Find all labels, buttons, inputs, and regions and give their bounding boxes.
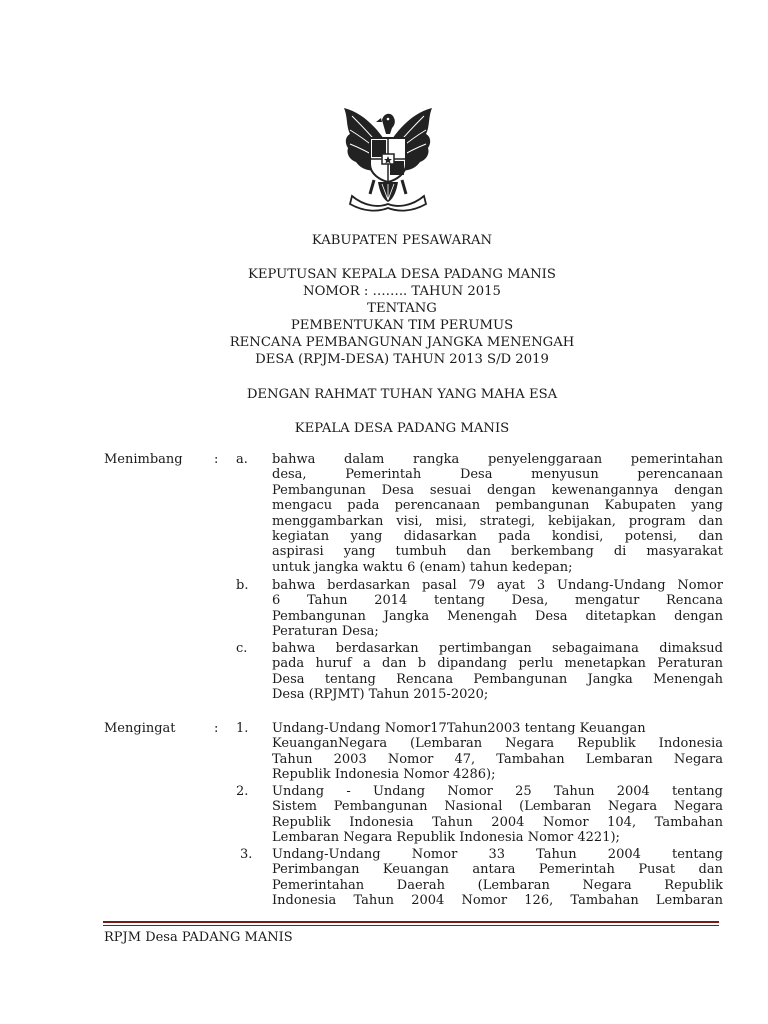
item-marker: 2. (236, 784, 249, 799)
menimbang-label: Menimbang (104, 452, 183, 467)
text-line: Perimbangan Keuangan antara Pemerintah Pusat dan (272, 862, 723, 878)
regency-title: KABUPATEN PESAWARAN (311, 233, 493, 248)
item-text (272, 721, 723, 783)
text-line: Undang-Undang Nomor 33 Tahun 2004 tentang (272, 847, 723, 862)
footer-text: RPJM Desa PADANG MANIS (104, 930, 293, 945)
item-marker: c. (236, 641, 248, 656)
decree-subject-line-1: PEMBENTUKAN TIM PERUMUS (290, 318, 514, 333)
text-line: desa, Pemerintah Desa menyusun perencanaan (272, 467, 723, 483)
item-text (272, 847, 723, 909)
text-line: Desa (RPJMT) Tahun 2015-2020; (272, 687, 489, 703)
text-line: untuk jangka waktu 6 (enam) tahun kedepan; (272, 559, 573, 575)
item-text (272, 578, 723, 640)
item-text (272, 784, 723, 846)
decree-number: NOMOR : …….. TAHUN 2015 (303, 284, 501, 299)
authority-line: KEPALA DESA PADANG MANIS (294, 421, 510, 436)
text-line: Pemerintahan Daerah (Lembaran Negara Republik (272, 877, 723, 893)
decree-subject-line-2: RENCANA PEMBANGUNAN JANGKA MENENGAH (229, 335, 575, 350)
text-line: Undang - Undang Nomor 25 Tahun 2004 tentang (272, 784, 723, 799)
text-line: Republik Indonesia Tahun 2004 Nomor 104, Tambahan (272, 814, 723, 830)
mengingat-colon: : (214, 721, 219, 736)
item-text (272, 641, 723, 703)
footer-rule-thin (103, 925, 719, 926)
text-line: Pembangunan Jangka Menengah Desa ditetapkan dengan (272, 608, 723, 624)
text-line: bahwa berdasarkan pasal 79 ayat 3 Undang-Undang Nomor (272, 578, 723, 593)
garuda-emblem-icon (334, 104, 442, 216)
menimbang-colon: : (214, 452, 219, 467)
item-marker: 3. (240, 847, 253, 862)
mengingat-label: Mengingat (104, 721, 176, 736)
text-line: Republik Indonesia Nomor 4286); (272, 767, 496, 783)
blessing-line: DENGAN RAHMAT TUHAN YANG MAHA ESA (246, 387, 558, 402)
text-line: Lembaran Negara Republik Indonesia Nomor 4221); (272, 830, 620, 846)
text-line: Desa tentang Rencana Pembangunan Jangka Menengah (272, 671, 723, 687)
decree-title: KEPUTUSAN KEPALA DESA PADANG MANIS (248, 267, 556, 282)
text-line: Undang-Undang Nomor17Tahun2003 tentang Keuangan (272, 721, 646, 736)
item-text (272, 452, 723, 575)
text-line: Peraturan Desa; (272, 624, 379, 640)
text-line: mengacu pada perencanaan pembangunan Kabupaten yang (272, 498, 723, 514)
text-line: Pembangunan Desa sesuai dengan kewenangannya dengan (272, 482, 723, 498)
text-line: Indonesia Tahun 2004 Nomor 126, Tambahan Lembaran (272, 893, 723, 909)
text-line: bahwa dalam rangka penyelenggaraan pemerintahan (272, 452, 723, 467)
text-line: pada huruf a dan b dipandang perlu menetapkan Peraturan (272, 656, 723, 672)
text-line: KeuanganNegara (Lembaran Negara Republik Indonesia (272, 736, 723, 752)
text-line: bahwa berdasarkan pertimbangan sebagaimana dimaksud (272, 641, 723, 656)
item-marker: b. (236, 578, 249, 593)
text-line: 6 Tahun 2014 tentang Desa, mengatur Rencana (272, 593, 723, 609)
item-marker: a. (236, 452, 248, 467)
decree-heading (100, 266, 704, 368)
text-line: Tahun 2003 Nomor 47, Tambahan Lembaran Negara (272, 751, 723, 767)
decree-subject-line-3: DESA (RPJM-DESA) TAHUN 2013 S/D 2019 (255, 352, 549, 367)
text-line: kegiatan yang didasarkan pada kondisi, potensi, dan (272, 529, 723, 545)
item-marker: 1. (236, 721, 249, 736)
text-line: Sistem Pembangunan Nasional (Lembaran Negara Negara (272, 799, 723, 815)
text-line: menggambarkan visi, misi, strategi, kebijakan, program dan (272, 513, 723, 529)
text-line: aspirasi yang tumbuh dan berkembang di masyarakat (272, 544, 723, 560)
decree-about: TENTANG (367, 301, 437, 316)
footer-rule (103, 921, 719, 923)
